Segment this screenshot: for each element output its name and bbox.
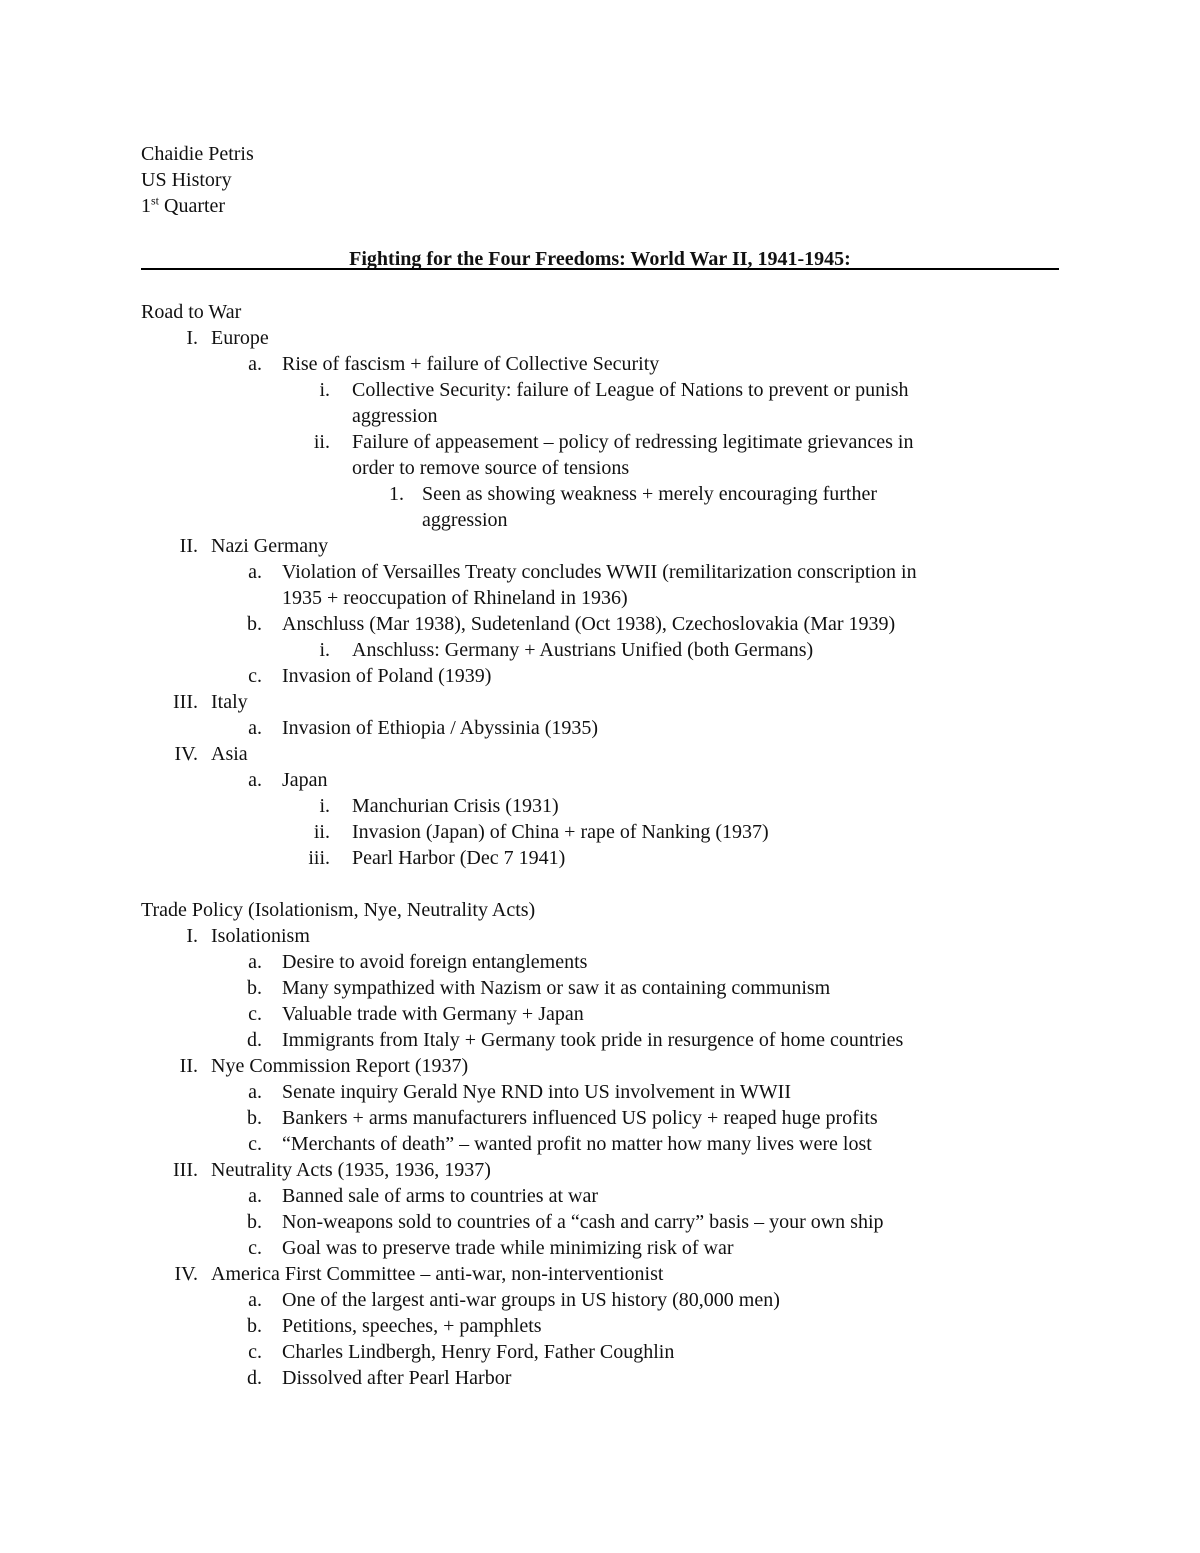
numeral-marker: ii.	[313, 431, 330, 453]
title-divider	[141, 268, 1059, 270]
numeral-marker: iii.	[308, 847, 330, 869]
outline-text-continued: aggression	[422, 509, 508, 531]
outline-text: Valuable trade with Germany + Japan	[282, 1003, 584, 1025]
outline-text: Isolationism	[211, 925, 310, 947]
course-name: US History	[141, 169, 232, 191]
letter-marker: a.	[248, 353, 262, 375]
letter-marker: a.	[248, 1081, 262, 1103]
quarter-label	[141, 193, 225, 219]
outline-text: “Merchants of death” – wanted profit no matter how many lives were lost	[282, 1133, 872, 1155]
outline-text: Italy	[211, 691, 248, 713]
letter-marker: c.	[248, 1133, 262, 1155]
outline-text: Manchurian Crisis (1931)	[352, 795, 559, 817]
outline-text: Pearl Harbor (Dec 7 1941)	[352, 847, 566, 869]
number-marker: 1.	[389, 483, 404, 505]
outline-text: Petitions, speeches, + pamphlets	[282, 1315, 542, 1337]
outline-text: Invasion of Ethiopia / Abyssinia (1935)	[282, 717, 599, 739]
outline-text: Many sympathized with Nazism or saw it as containing communism	[282, 977, 831, 999]
section-heading-road-to-war: Road to War	[141, 301, 242, 323]
outline-text: America First Committee – anti-war, non-interventionist	[211, 1263, 664, 1285]
numeral-marker: i.	[319, 639, 330, 661]
section-heading-trade-policy: Trade Policy (Isolationism, Nye, Neutrality Acts)	[141, 899, 536, 921]
letter-marker: a.	[248, 769, 262, 791]
outline-text: Invasion of Poland (1939)	[282, 665, 492, 687]
outline-text: Europe	[211, 327, 269, 349]
roman-marker: IV.	[174, 743, 198, 765]
outline-text: Nazi Germany	[211, 535, 329, 557]
letter-marker: b.	[247, 1211, 262, 1233]
outline-text-continued: 1935 + reoccupation of Rhineland in 1936)	[282, 587, 628, 609]
outline-text: Bankers + arms manufacturers influenced US policy + reaped huge profits	[282, 1107, 878, 1129]
numeral-marker: i.	[319, 379, 330, 401]
roman-marker: II.	[179, 1055, 198, 1077]
outline-text: Asia	[211, 743, 248, 765]
outline-text: Immigrants from Italy + Germany took pride in resurgence of home countries	[282, 1029, 904, 1051]
numeral-marker: ii.	[313, 821, 330, 843]
letter-marker: c.	[248, 1003, 262, 1025]
student-name: Chaidie Petris	[141, 143, 254, 165]
outline-text-continued: order to remove source of tensions	[352, 457, 630, 479]
letter-marker: d.	[247, 1367, 262, 1389]
letter-marker: c.	[248, 1341, 262, 1363]
letter-marker: b.	[247, 1315, 262, 1337]
letter-marker: b.	[247, 613, 262, 635]
letter-marker: a.	[248, 1289, 262, 1311]
outline-text: Violation of Versailles Treaty concludes WWII (remilitarization conscription in	[282, 561, 917, 583]
outline-text: Anschluss: Germany + Austrians Unified (both Germans)	[352, 639, 814, 661]
outline-text: Charles Lindbergh, Henry Ford, Father Coughlin	[282, 1341, 675, 1363]
outline-text: Seen as showing weakness + merely encouraging further	[422, 483, 878, 505]
roman-marker: IV.	[174, 1263, 198, 1285]
letter-marker: d.	[247, 1029, 262, 1051]
outline-text: Collective Security: failure of League of Nations to prevent or punish	[352, 379, 909, 401]
quarter-word: Quarter	[164, 195, 226, 217]
document-title: Fighting for the Four Freedoms: World War II, 1941-1945:	[349, 248, 851, 270]
outline-text: Desire to avoid foreign entanglements	[282, 951, 588, 973]
outline-text: Goal was to preserve trade while minimizing risk of war	[282, 1237, 734, 1259]
roman-marker: III.	[173, 691, 198, 713]
roman-marker: I.	[186, 327, 198, 349]
outline-text: Senate inquiry Gerald Nye RND into US involvement in WWII	[282, 1081, 791, 1103]
letter-marker: a.	[248, 717, 262, 739]
letter-marker: c.	[248, 1237, 262, 1259]
roman-marker: III.	[173, 1159, 198, 1181]
outline-text: Failure of appeasement – policy of redressing legitimate grievances in	[352, 431, 914, 453]
outline-text: Rise of fascism + failure of Collective Security	[282, 353, 660, 375]
letter-marker: b.	[247, 977, 262, 999]
outline-text: Anschluss (Mar 1938), Sudetenland (Oct 1938), Czechoslovakia (Mar 1939)	[282, 613, 896, 635]
letter-marker: c.	[248, 665, 262, 687]
letter-marker: a.	[248, 561, 262, 583]
roman-marker: I.	[186, 925, 198, 947]
outline-text: Dissolved after Pearl Harbor	[282, 1367, 512, 1389]
letter-marker: b.	[247, 1107, 262, 1129]
letter-marker: a.	[248, 1185, 262, 1207]
outline-text: Japan	[282, 769, 328, 791]
outline-text: Banned sale of arms to countries at war	[282, 1185, 599, 1207]
outline-text: One of the largest anti-war groups in US history (80,000 men)	[282, 1289, 780, 1311]
outline-text: Non-weapons sold to countries of a “cash and carry” basis – your own ship	[282, 1211, 884, 1233]
outline-text: Nye Commission Report (1937)	[211, 1055, 469, 1077]
letter-marker: a.	[248, 951, 262, 973]
quarter-number: 1	[141, 195, 151, 217]
quarter-suffix: st	[151, 193, 160, 208]
outline-text: Invasion (Japan) of China + rape of Nanking (1937)	[352, 821, 769, 843]
outline-text: Neutrality Acts (1935, 1936, 1937)	[211, 1159, 491, 1181]
roman-marker: II.	[179, 535, 198, 557]
outline-text-continued: aggression	[352, 405, 438, 427]
numeral-marker: i.	[319, 795, 330, 817]
